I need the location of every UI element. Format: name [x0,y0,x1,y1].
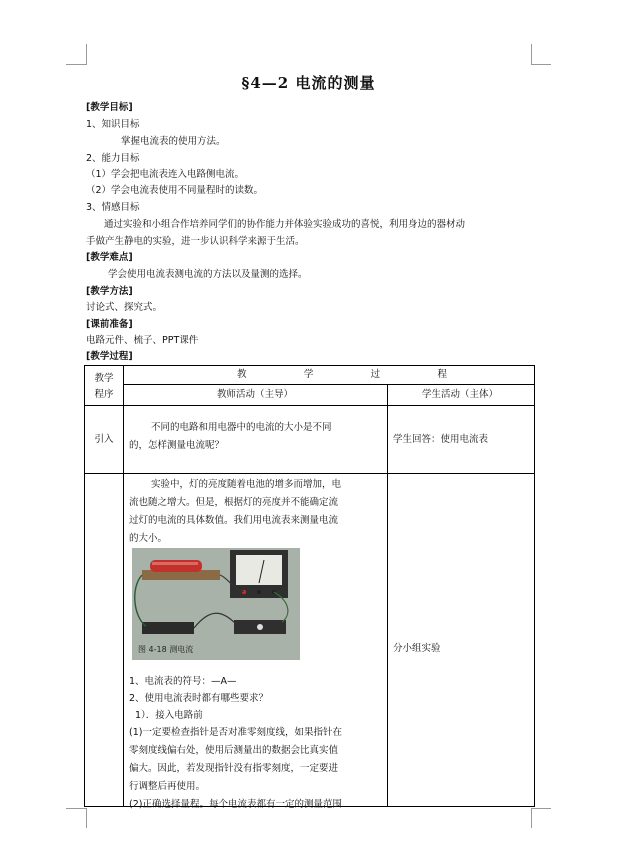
intro-teacher-line2: 的，怎样测量电流呢？ [129,440,225,451]
table-row-divider-header [85,405,534,406]
goal2-item-b: （2）学会电流表使用不同量程时的读数。 [86,185,264,196]
method-heading: [教学方法] [86,286,133,297]
crop-mark-top-right-v [531,44,532,65]
intro-step-label: 引入 [94,434,114,445]
goal3-text-line1: 通过实验和小组合作培养同学们的协作能力并体验实验成功的喜悦，利用身边的器材动 [104,219,466,230]
goal1-label: 1、知识目标 [86,119,140,130]
method-text: 讨论式、探究式。 [86,302,163,313]
student-activity-header: 学生活动（主体） [421,389,498,400]
goal3-text-line2: 手做产生静电的实验，进一步认识科学来源于生活。 [86,236,305,247]
step-header [85,372,123,401]
crop-mark-bottom-left-v [86,808,87,828]
teacher-activity-header: 教师活动（主导） [216,389,293,400]
goal2-label: 2、能力目标 [86,153,140,164]
crop-mark-top-left-h [66,64,86,65]
experiment-teacher-text [129,476,381,548]
span-header-char: 过 [370,369,381,380]
ammeter-requirements-item: 2、使用电流表时都有哪些要求？ [129,693,269,704]
zero-check-line1: (1)一定要检查指针是否对准零刻度线，如果指针在 [129,727,342,738]
span-header-char: 教 [237,369,247,380]
experiment-para-line3: 过灯的电流的具体数值。我们用电流表来测量电流 [129,515,339,526]
zero-check-line3: 偏大。因此，若发现指针没有指零刻度，一定要进 [129,763,339,774]
crop-mark-bottom-right-h [531,808,551,809]
difficulty-text: 学会使用电流表测电流的方法以及量测的选择。 [108,269,308,280]
intro-teacher-line1: 不同的电路和用电器中的电流的大小是不同 [151,422,332,433]
goal2-item-a: （1）学会把电流表连入电路侧电流。 [86,169,245,180]
span-header-char: 程 [437,369,447,380]
crop-mark-top-right-h [531,64,551,65]
span-header-char: 学 [303,369,314,380]
experiment-para-line1: 实验中，灯的亮度随着电池的增多而增加，电 [151,479,342,490]
table-col-divider-2 [387,384,388,806]
crop-mark-top-left-v [86,44,87,65]
experiment-student-text: 分小组实验 [393,643,441,654]
experiment-para-line2: 流也随之增大。但是，根据灯的亮度并不能确定流 [129,497,339,508]
table-col-divider-1 [123,366,124,806]
table-row-divider-intro [85,473,534,474]
process-heading: [教学过程] [86,351,133,362]
circuit-figure [132,548,300,660]
table-row-divider-span [123,384,534,385]
step-header-line1: 教学 [94,373,114,384]
goals-heading: [教学目标] [86,102,133,113]
experiment-para-line4: 的大小。 [129,533,168,544]
step-header-line2: 程序 [94,389,114,400]
process-span-header [237,368,447,381]
prep-heading: [课前准备] [86,319,133,330]
goal1-text: 掌握电流表的使用方法。 [121,136,226,147]
intro-teacher-text [129,419,379,455]
range-selection-line: (2)正确选择量程。每个电流表都有一定的测量范围 [129,799,342,810]
before-connect-item: 1）．接入电路前 [135,710,203,721]
ammeter-symbol-item: 1、电流表的符号：—A— [129,676,237,687]
figure-caption: 图 4-18 测电流 [138,645,194,654]
crop-mark-bottom-right-v [531,808,532,828]
difficulty-heading: [教学难点] [86,252,133,263]
zero-check-line4: 行调整后再使用。 [129,781,206,792]
crop-mark-bottom-left-h [66,808,86,809]
goal3-label: 3、情感目标 [86,202,140,213]
experiment-list [129,673,385,814]
teaching-process-table [84,365,535,810]
zero-check-line2: 零刻度线偏右处，使用后测量出的数据会比真实值 [129,745,339,756]
prep-text: 电路元件、梳子、PPT课件 [86,335,199,346]
document-title: §4—2 电流的测量 [241,74,376,92]
intro-student-text: 学生回答：使用电流表 [393,434,489,445]
